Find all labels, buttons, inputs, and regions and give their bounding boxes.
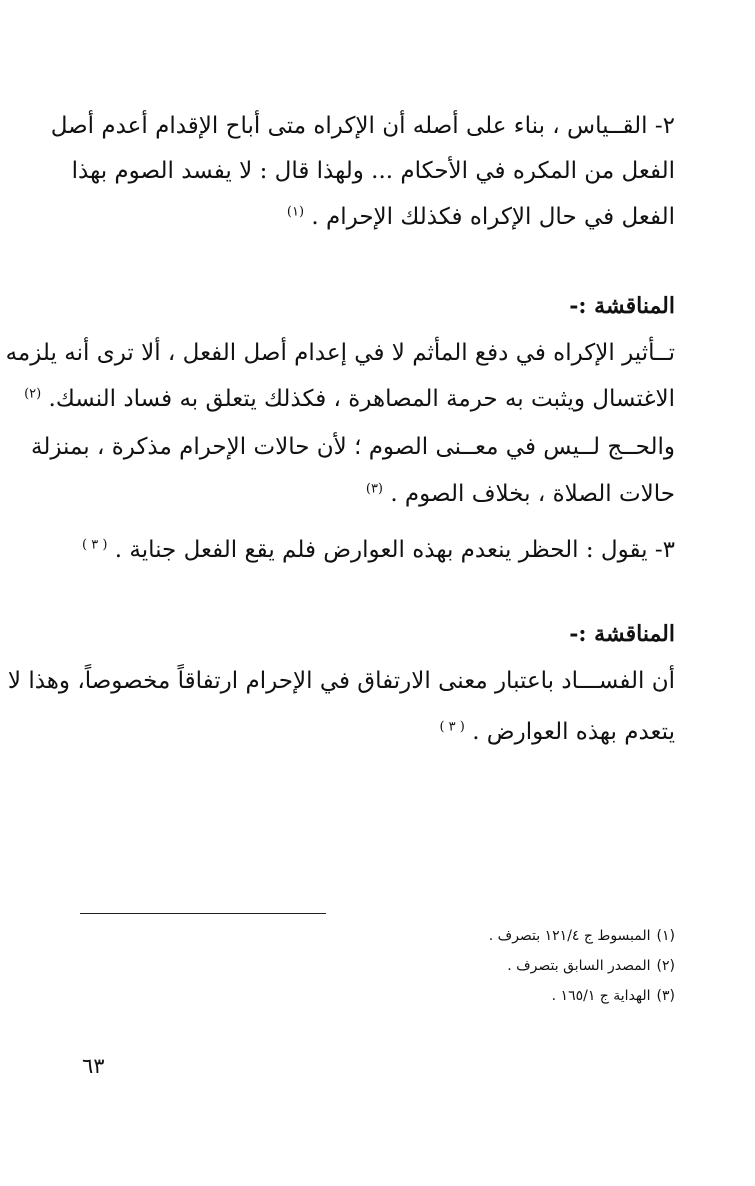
discussion1-line-1 (5, 337, 675, 369)
discussion1-line-1-text: تــأثير الإكراه في دفع المأثم لا في إعدام أصل الفعل ، ألا ترى أنه يلزمه (5, 340, 675, 366)
footnote-ref[interactable]: ( ٣ ) (439, 719, 465, 735)
footnote-2-number: (٢) (656, 958, 675, 974)
item2-line-2 (71, 155, 675, 187)
footnote-2-text: المصدر السابق بتصرف . (507, 958, 651, 974)
item2-line-1-text: ٢- القــياس ، بناء على أصله أن الإكراه متى أباح الإقدام أعدم أصل (50, 113, 675, 139)
item2-line-3 (80, 201, 675, 233)
item3-text: ٣- يقول : الحظر ينعدم بهذه العوارض فلم يقع الفعل جناية . (114, 537, 675, 563)
footnote-ref[interactable]: (١) (286, 204, 305, 220)
discussion1-line-3-text: والحــج لــيس في معــنى الصوم ؛ لأن حالات الإحرام مذكرة ، بمنزلة (30, 434, 675, 460)
discussion1-line-4-text: حالات الصلاة ، بخلاف الصوم . (390, 481, 675, 507)
discussion-heading-1 (80, 290, 675, 322)
item3-line (80, 534, 675, 566)
footnote-3 (80, 986, 675, 1006)
footnote-1-text: المبسوط ج ١٢١/٤ بتصرف . (488, 928, 651, 944)
item2-line-2-text: الفعل من المكره في الأحكام ... ولهذا قال : لا يفسد الصوم بهذا (71, 158, 675, 184)
discussion-heading-1-text: المناقشة :- (569, 293, 675, 319)
footnote-ref[interactable]: (٣) (365, 481, 383, 497)
discussion-heading-2 (80, 618, 675, 650)
footnote-3-text: الهداية ج ١٦٥/١ . (551, 988, 651, 1004)
discussion2-line-2-text: يتعدم بهذه العوارض . (472, 719, 675, 745)
discussion2-line-1-text: أن الفســـاد باعتبار معنى الارتفاق في الإحرام ارتفاقاً مخصوصاً، وهذا لا (7, 668, 675, 694)
discussion1-line-2-text: الاغتسال ويثبت به حرمة المصاهرة ، فكذلك يتعلق به فساد النسك. (48, 386, 675, 412)
item2-line-1 (50, 110, 675, 142)
footnote-2 (80, 956, 675, 976)
discussion2-line-1 (7, 665, 675, 697)
footnote-ref[interactable]: ( ٣ ) (82, 537, 108, 553)
discussion-heading-2-text: المناقشة :- (569, 621, 675, 647)
page-number: ٦٣ (82, 1054, 105, 1078)
footnote-divider (80, 913, 326, 914)
discussion1-line-2 (24, 383, 675, 415)
discussion1-line-3 (30, 431, 675, 463)
item2-line-3-text: الفعل في حال الإكراه فكذلك الإحرام . (311, 204, 675, 230)
footnote-3-number: (٣) (656, 988, 675, 1004)
footnote-1-number: (١) (656, 928, 675, 944)
discussion1-line-4 (80, 478, 675, 510)
footnote-1 (80, 926, 675, 946)
discussion2-line-2 (80, 716, 675, 748)
footnote-ref[interactable]: (٢) (24, 386, 42, 402)
